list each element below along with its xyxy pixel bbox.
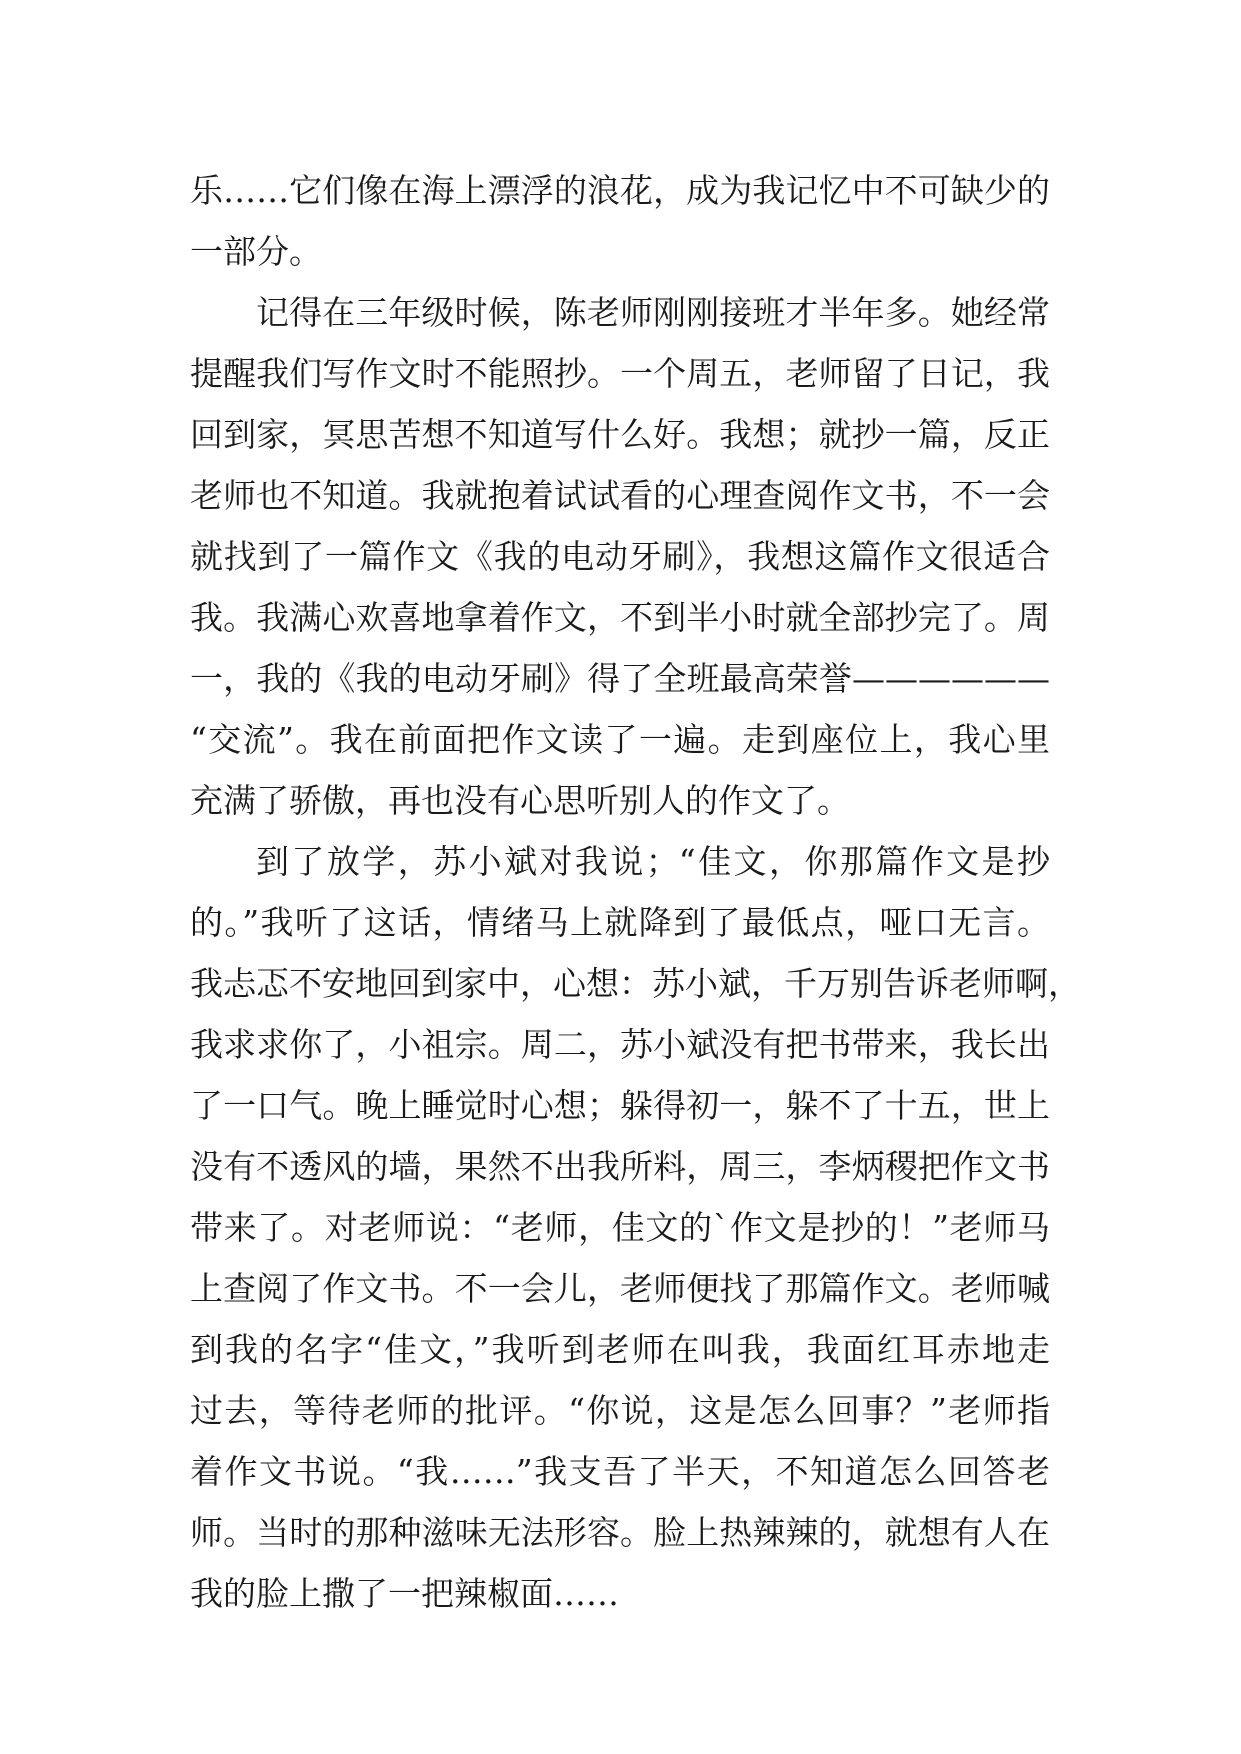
text-line: 老师也不知道。我就抱着试试看的心理查阅作文书，不一会 <box>190 476 1050 515</box>
text-line: 没有不透风的墙，果然不出我所料，周三，李炳稷把作文书 <box>190 1147 1050 1186</box>
text-line: 我求求你了，小祖宗。周二，苏小斌没有把书带来，我长出 <box>190 1025 1050 1064</box>
text-line: 乐……它们像在海上漂浮的浪花，成为我记忆中不可缺少的 <box>190 171 1050 210</box>
text-line: 上查阅了作文书。不一会儿，老师便找了那篇作文。老师喊 <box>190 1269 1050 1308</box>
text-line: “交流”。我在前面把作文读了一遍。走到座位上，我心里 <box>190 720 1050 759</box>
text-line: 就找到了一篇作文《我的电动牙刷》，我想这篇作文很适合 <box>190 537 1050 576</box>
text-line: 了一口气。晚上睡觉时心想；躲得初一，躲不了十五，世上 <box>190 1086 1050 1125</box>
text-line: 到了放学，苏小斌对我说；“佳文，你那篇作文是抄 <box>256 842 1050 881</box>
text-line: 回到家，冥思苦想不知道写什么好。我想；就抄一篇，反正 <box>190 415 1050 454</box>
text-line: 着作文书说。“我……”我支吾了半天，不知道怎么回答老 <box>190 1452 1050 1491</box>
body-text <box>190 160 1081 1624</box>
text-line: 的。”我听了这话，情绪马上就降到了最低点，哑口无言。 <box>190 903 1050 942</box>
text-line: 到我的名字“佳文，”我听到老师在叫我，我面红耳赤地走 <box>190 1330 1050 1369</box>
text-line: 一部分。 <box>190 232 322 271</box>
text-line: 过去，等待老师的批评。“你说，这是怎么回事？”老师指 <box>190 1391 1050 1430</box>
text-line: 我的脸上撒了一把辣椒面…… <box>190 1574 619 1613</box>
text-line: 带来了。对老师说：“老师，佳文的`作文是抄的！”老师马 <box>190 1208 1050 1247</box>
text-line: 提醒我们写作文时不能照抄。一个周五，老师留了日记，我 <box>190 354 1050 393</box>
text-line: 记得在三年级时候，陈老师刚刚接班才半年多。她经常 <box>256 293 1050 332</box>
text-line: 我忐忑不安地回到家中，心想：苏小斌，千万别告诉老师啊， <box>190 964 1081 1003</box>
text-line: 师。当时的那种滋味无法形容。脸上热辣辣的，就想有人在 <box>190 1513 1050 1552</box>
text-line: 一，我的《我的电动牙刷》得了全班最高荣誉—————— <box>190 659 1050 698</box>
text-line: 充满了骄傲，再也没有心思听别人的作文了。 <box>190 781 850 820</box>
text-line: 我。我满心欢喜地拿着作文，不到半小时就全部抄完了。周 <box>190 598 1050 637</box>
